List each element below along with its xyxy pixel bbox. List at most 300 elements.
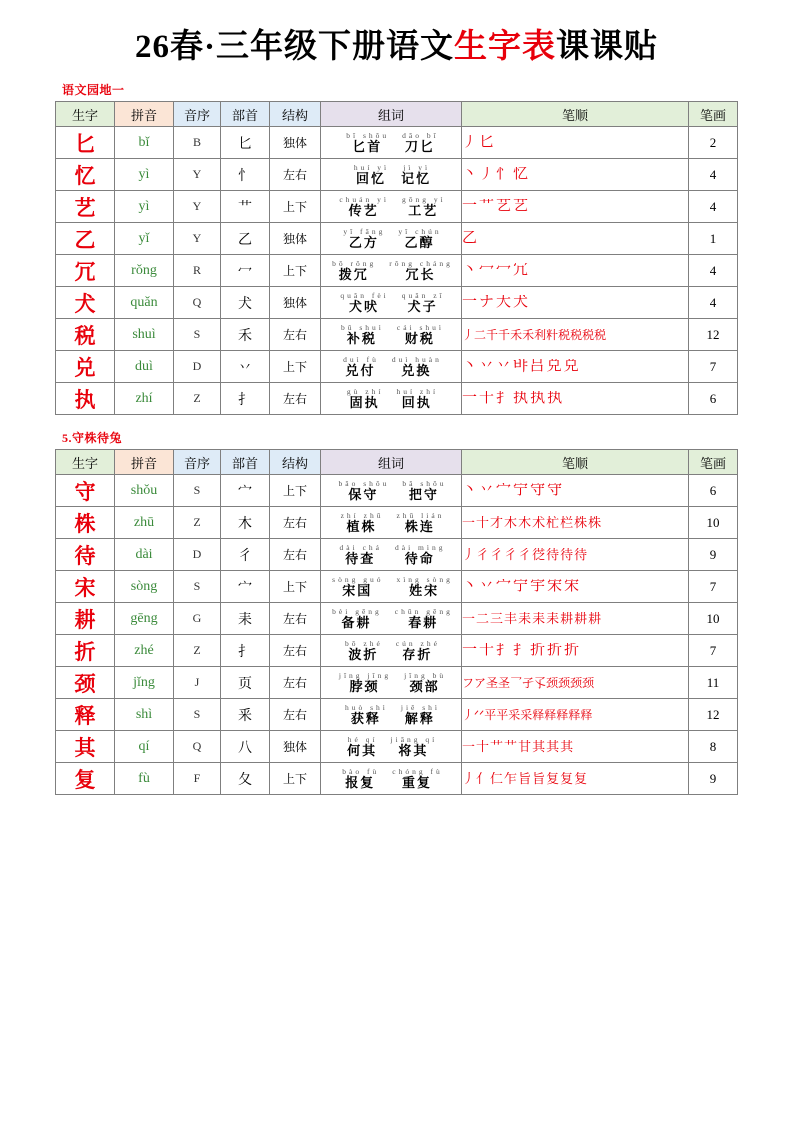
word-characters: 将其: [398, 743, 429, 759]
stroke-step: 耕: [560, 612, 574, 625]
cell-jiegou: 独体: [270, 287, 321, 319]
stroke-step: 守: [547, 483, 563, 498]
stroke-step: 释: [532, 708, 545, 721]
word-entry: [351, 164, 389, 186]
stroke-step: 一: [462, 643, 478, 658]
word-characters: 回执: [401, 395, 432, 411]
cell-shengzi: 税: [56, 319, 115, 351]
cell-jiegou: 独体: [270, 223, 321, 255]
word-entry: [401, 672, 446, 694]
word-pinyin: bào fù: [342, 766, 380, 776]
stroke-step: 彳: [476, 548, 490, 561]
stroke-step: 一: [462, 295, 478, 310]
stroke-order-sequence: [462, 579, 688, 594]
table-row: [56, 319, 738, 351]
stroke-step: 耕: [574, 612, 588, 625]
stroke-step: 执: [530, 391, 546, 406]
cell-yinxu: Z: [174, 507, 221, 539]
cell-shengzi: 执: [56, 383, 115, 415]
cell-yinxu: Q: [174, 287, 221, 319]
cell-pinyin: bǐ: [115, 127, 174, 159]
cell-bihua: 7: [689, 635, 738, 667]
table-row: [56, 507, 738, 539]
stroke-step: 艹: [490, 740, 504, 753]
word-entry: [394, 324, 444, 346]
word-entry: [386, 260, 453, 282]
stroke-order-sequence: [462, 199, 688, 214]
cell-pinyin: shuì: [115, 319, 174, 351]
word-entry: [388, 736, 438, 758]
cell-bushou: 扌: [221, 383, 270, 415]
column-header-bushou: 部首: [221, 450, 270, 475]
cell-pinyin: yì: [115, 191, 174, 223]
cell-bishun: [462, 763, 689, 795]
word-entry: [336, 480, 390, 502]
cell-zuci: [321, 507, 462, 539]
cell-zuci: [321, 571, 462, 603]
cell-bushou: 匕: [221, 127, 270, 159]
character-table: [55, 101, 738, 415]
table-row: [56, 351, 738, 383]
stroke-step: 大: [496, 295, 512, 310]
stroke-step: 一: [462, 612, 476, 625]
word-pinyin: zhū lián: [396, 510, 445, 520]
word-characters: 冗长: [405, 267, 436, 283]
stroke-step: 乍: [504, 772, 518, 785]
word-pinyin: gù zhí: [346, 386, 384, 396]
word-characters: 株连: [404, 519, 435, 535]
cell-zuci: [321, 763, 462, 795]
stroke-step: 木: [518, 516, 532, 529]
cell-bihua: 10: [689, 507, 738, 539]
word-entry: [344, 388, 384, 410]
column-header-bishun: 笔顺: [462, 450, 689, 475]
table-row: [56, 475, 738, 507]
page-title: [30, 20, 763, 67]
word-entry: [336, 196, 389, 218]
cell-shengzi: 守: [56, 475, 115, 507]
stroke-step: 耕: [588, 612, 602, 625]
stroke-step: 采: [508, 708, 521, 721]
stroke-step: 木: [504, 516, 518, 529]
stroke-step: 扌: [496, 391, 512, 406]
cell-shengzi: 乙: [56, 223, 115, 255]
stroke-step: 二: [476, 612, 490, 625]
cell-bihua: 9: [689, 539, 738, 571]
stroke-step: 宋: [564, 579, 580, 594]
cell-bushou: 彳: [221, 539, 270, 571]
cell-zuci: [321, 731, 462, 763]
cell-bishun: [462, 127, 689, 159]
stroke-step: 冖: [496, 263, 512, 278]
table-row: [56, 191, 738, 223]
word-pinyin: dài chá: [339, 542, 382, 552]
cell-bihua: 4: [689, 191, 738, 223]
stroke-step: 一: [462, 740, 476, 753]
word-characters: 颈部: [409, 679, 440, 695]
stroke-step: 丿: [462, 708, 475, 721]
word-characters: 植株: [346, 519, 377, 535]
cell-bushou: 冖: [221, 255, 270, 287]
stroke-step: 千: [486, 328, 499, 341]
cell-bihua: 11: [689, 667, 738, 699]
word-characters: 报复: [345, 775, 376, 791]
word-pinyin: quǎn fèi: [340, 290, 389, 300]
word-pinyin: quǎn zǐ: [401, 290, 445, 300]
word-entry: [342, 640, 383, 662]
word-characters: 待查: [345, 551, 376, 567]
word-entry: [340, 356, 379, 378]
word-characters: 乙醇: [404, 235, 435, 251]
word-entry: [343, 132, 389, 154]
cell-bishun: [462, 507, 689, 539]
stroke-step: 利: [534, 328, 547, 341]
cell-shengzi: 折: [56, 635, 115, 667]
word-pinyin: huò shì: [344, 702, 388, 712]
column-header-jiegou: 结构: [270, 102, 321, 127]
stroke-step: 丿: [462, 772, 476, 785]
stroke-step: フ: [462, 676, 475, 689]
cell-pinyin: dài: [115, 539, 174, 571]
cell-jiegou: 上下: [270, 763, 321, 795]
word-pinyin: jiě shì: [400, 702, 440, 712]
cell-pinyin: zhū: [115, 507, 174, 539]
cell-bishun: [462, 191, 689, 223]
cell-bishun: [462, 635, 689, 667]
cell-jiegou: 左右: [270, 635, 321, 667]
word-entry: [389, 768, 442, 790]
stroke-step: 二: [474, 328, 487, 341]
stroke-step: 丶: [462, 263, 478, 278]
stroke-step: 仁: [490, 772, 504, 785]
word-characters: 补税: [346, 331, 377, 347]
cell-bihua: 7: [689, 571, 738, 603]
cell-bushou: 八: [221, 731, 270, 763]
table-row: [56, 667, 738, 699]
stroke-step: 禾: [510, 328, 523, 341]
cell-zuci: [321, 255, 462, 287]
cell-bihua: 9: [689, 763, 738, 795]
cell-bushou: 乙: [221, 223, 270, 255]
word-pinyin: zhí zhū: [340, 510, 384, 520]
stroke-step: 才: [490, 516, 504, 529]
cell-jiegou: 上下: [270, 351, 321, 383]
stroke-step: 释: [580, 708, 593, 721]
word-characters: 犬子: [407, 299, 438, 315]
stroke-step: 冖: [479, 263, 495, 278]
word-entry: [329, 576, 383, 598]
stroke-order-sequence: [462, 772, 688, 785]
column-header-yinxu: 音序: [174, 102, 221, 127]
stroke-step: 复: [546, 772, 560, 785]
table-row: [56, 539, 738, 571]
stroke-step: 彳: [518, 548, 532, 561]
cell-shengzi: 颈: [56, 667, 115, 699]
cell-bishun: [462, 287, 689, 319]
word-pinyin: jiāng qí: [390, 734, 438, 744]
word-pinyin: bǎo shǒu: [338, 478, 390, 488]
word-characters: 波折: [348, 647, 379, 663]
word-pinyin: bǔ shuì: [340, 322, 384, 332]
cell-yinxu: Q: [174, 731, 221, 763]
stroke-step: 耒: [532, 612, 546, 625]
cell-bushou: 夂: [221, 763, 270, 795]
word-pinyin: cái shuì: [396, 322, 444, 332]
stroke-step: 待: [546, 548, 560, 561]
stroke-step: 丰: [504, 612, 518, 625]
stroke-order-sequence: [462, 231, 688, 246]
word-entry: [392, 544, 445, 566]
word-pinyin: hé qí: [347, 734, 378, 744]
table-row: [56, 159, 738, 191]
cell-pinyin: qí: [115, 731, 174, 763]
word-entry: [337, 292, 388, 314]
cell-bihua: 6: [689, 475, 738, 507]
stroke-step: 颈: [546, 676, 559, 689]
stroke-step: 忆: [513, 167, 529, 182]
cell-zuci: [321, 667, 462, 699]
cell-jiegou: 左右: [270, 699, 321, 731]
cell-jiegou: 独体: [270, 127, 321, 159]
cell-bihua: 4: [689, 287, 738, 319]
cell-bishun: [462, 731, 689, 763]
stroke-order-sequence: [462, 359, 688, 374]
word-characters: 兑付: [345, 363, 376, 379]
stroke-order-sequence: [462, 548, 688, 561]
cell-zuci: [321, 223, 462, 255]
stroke-step: 一: [462, 516, 476, 529]
cell-bushou: 宀: [221, 475, 270, 507]
cell-bishun: [462, 539, 689, 571]
cell-yinxu: Y: [174, 159, 221, 191]
word-pinyin: bèi gēng: [332, 606, 382, 616]
stroke-step: 宀: [496, 483, 512, 498]
word-characters: 春耕: [408, 615, 439, 631]
cell-pinyin: gēng: [115, 603, 174, 635]
title-prefix: 26春·三年级下册语文: [134, 29, 454, 65]
table-row: [56, 603, 738, 635]
stroke-step: 宁: [513, 579, 529, 594]
cell-pinyin: quǎn: [115, 287, 174, 319]
stroke-order-sequence: [462, 709, 688, 721]
table-row: [56, 127, 738, 159]
stroke-step: 杧: [546, 516, 560, 529]
cell-shengzi: 宋: [56, 571, 115, 603]
cell-bushou: 釆: [221, 699, 270, 731]
cell-yinxu: S: [174, 699, 221, 731]
cell-shengzi: 兑: [56, 351, 115, 383]
cell-yinxu: S: [174, 319, 221, 351]
word-entry: [393, 388, 438, 410]
stroke-step: 宀: [496, 579, 512, 594]
cell-yinxu: S: [174, 571, 221, 603]
cell-zuci: [321, 351, 462, 383]
word-pinyin: bō zhé: [345, 638, 383, 648]
word-entry: [399, 480, 446, 502]
stroke-step: 旨: [518, 772, 532, 785]
column-header-zuci: 组词: [321, 102, 462, 127]
stroke-step: 株: [574, 516, 588, 529]
stroke-step: 待: [560, 548, 574, 561]
cell-zuci: [321, 319, 462, 351]
word-characters: 重复: [401, 775, 432, 791]
stroke-step: 采: [520, 708, 533, 721]
stroke-step: 术: [532, 516, 546, 529]
stroke-step: 扌: [513, 643, 529, 658]
stroke-step: 丷: [479, 483, 495, 498]
cell-bishun: [462, 319, 689, 351]
cell-shengzi: 犬: [56, 287, 115, 319]
stroke-step: 其: [532, 740, 546, 753]
cell-pinyin: jǐng: [115, 667, 174, 699]
word-characters: 宋国: [342, 583, 373, 599]
cell-bihua: 7: [689, 351, 738, 383]
stroke-step: ア: [474, 676, 487, 689]
word-characters: 传艺: [348, 203, 379, 219]
stroke-step: 丿: [462, 548, 476, 561]
stroke-order-sequence: [462, 643, 688, 658]
word-characters: 固执: [349, 395, 380, 411]
word-pinyin: dāo bǐ: [402, 130, 439, 140]
title-suffix: 课课贴: [556, 29, 658, 65]
word-characters: 获释: [350, 711, 381, 727]
stroke-step: 徔: [532, 548, 546, 561]
cell-yinxu: Z: [174, 383, 221, 415]
stroke-step: 丶: [462, 167, 478, 182]
word-characters: 拨冗: [338, 267, 369, 283]
stroke-step: 亻: [476, 772, 490, 785]
cell-shengzi: 释: [56, 699, 115, 731]
word-entry: [393, 576, 452, 598]
table-row: [56, 223, 738, 255]
word-pinyin: rǒng cháng: [389, 258, 453, 268]
cell-pinyin: rǒng: [115, 255, 174, 287]
stroke-step: 十: [479, 643, 495, 658]
word-pinyin: duì fù: [343, 354, 379, 364]
cell-pinyin: zhí: [115, 383, 174, 415]
column-header-jiegou: 结构: [270, 450, 321, 475]
stroke-step: 冗: [513, 263, 529, 278]
word-pinyin: bǐ shǒu: [346, 130, 390, 140]
table-row: [56, 731, 738, 763]
cell-jiegou: 左右: [270, 539, 321, 571]
stroke-step: 甘: [518, 740, 532, 753]
cell-pinyin: sòng: [115, 571, 174, 603]
stroke-step: 忄: [496, 167, 512, 182]
cell-jiegou: 左右: [270, 603, 321, 635]
cell-yinxu: Y: [174, 191, 221, 223]
stroke-step: 十: [476, 516, 490, 529]
cell-zuci: [321, 191, 462, 223]
cell-bishun: [462, 571, 689, 603]
cell-zuci: [321, 603, 462, 635]
word-entry: [336, 672, 391, 694]
cell-yinxu: B: [174, 127, 221, 159]
stroke-step: 释: [544, 708, 557, 721]
word-characters: 把守: [408, 487, 439, 503]
stroke-step: 耒: [546, 612, 560, 625]
word-pinyin: dài mìng: [394, 542, 446, 552]
table-row: [56, 699, 738, 731]
cell-bishun: [462, 475, 689, 507]
word-characters: 保守: [348, 487, 379, 503]
cell-bushou: 犬: [221, 287, 270, 319]
stroke-step: 扌: [496, 643, 512, 658]
word-entry: [395, 228, 441, 250]
section-heading: 5.守株待兔: [62, 431, 123, 445]
table-row: [56, 635, 738, 667]
cell-yinxu: J: [174, 667, 221, 699]
stroke-order-sequence: [462, 167, 688, 182]
stroke-step: 折: [530, 643, 546, 658]
stroke-step: 守: [530, 483, 546, 498]
word-entry: [398, 704, 440, 726]
cell-bushou: 忄: [221, 159, 270, 191]
cell-jiegou: 上下: [270, 475, 321, 507]
cell-bishun: [462, 255, 689, 287]
stroke-step: 十: [476, 740, 490, 753]
stroke-step: 一: [462, 199, 478, 214]
title-highlight: 生字表: [454, 29, 556, 65]
stroke-step: ᐟ: [474, 708, 480, 721]
word-entry: [338, 512, 384, 534]
stroke-step: 艹: [504, 740, 518, 753]
stroke-step: 栏: [560, 516, 574, 529]
stroke-step: 一: [462, 391, 478, 406]
cell-yinxu: D: [174, 351, 221, 383]
word-pinyin: jǐng bù: [404, 670, 447, 680]
cell-bishun: [462, 159, 689, 191]
stroke-step: 丿: [462, 328, 475, 341]
cell-yinxu: Y: [174, 223, 221, 255]
word-pinyin: duì huàn: [391, 354, 442, 364]
stroke-step: 折: [564, 643, 580, 658]
stroke-step: ᐟ: [479, 708, 485, 721]
table-row: [56, 571, 738, 603]
cell-bushou: 耒: [221, 603, 270, 635]
word-characters: 备耕: [341, 615, 372, 631]
table-row: [56, 383, 738, 415]
stroke-step: 释: [568, 708, 581, 721]
stroke-step: ナ: [479, 295, 495, 310]
cell-bihua: 12: [689, 319, 738, 351]
word-entry: [338, 324, 384, 346]
cell-jiegou: 上下: [270, 191, 321, 223]
column-header-bishun: 笔顺: [462, 102, 689, 127]
table-row: [56, 255, 738, 287]
word-pinyin: jǐng jǐng: [338, 670, 392, 680]
word-pinyin: yǐ chún: [398, 226, 442, 236]
column-header-zuci: 组词: [321, 450, 462, 475]
column-header-bushou: 部首: [221, 102, 270, 127]
word-characters: 记忆: [401, 171, 432, 187]
word-pinyin: gōng yì: [401, 194, 446, 204]
cell-bushou: 禾: [221, 319, 270, 351]
word-pinyin: chūn gēng: [394, 606, 453, 616]
stroke-step: 丿: [462, 135, 478, 150]
stroke-step: 吕: [529, 359, 545, 374]
word-entry: [342, 704, 388, 726]
stroke-order-sequence: [462, 263, 688, 278]
cell-pinyin: shǒu: [115, 475, 174, 507]
word-characters: 姓宋: [409, 583, 440, 599]
stroke-step: 税: [594, 328, 607, 341]
cell-zuci: [321, 635, 462, 667]
stroke-step: 税: [582, 328, 595, 341]
cell-jiegou: 左右: [270, 319, 321, 351]
cell-pinyin: duì: [115, 351, 174, 383]
stroke-step: 释: [556, 708, 569, 721]
